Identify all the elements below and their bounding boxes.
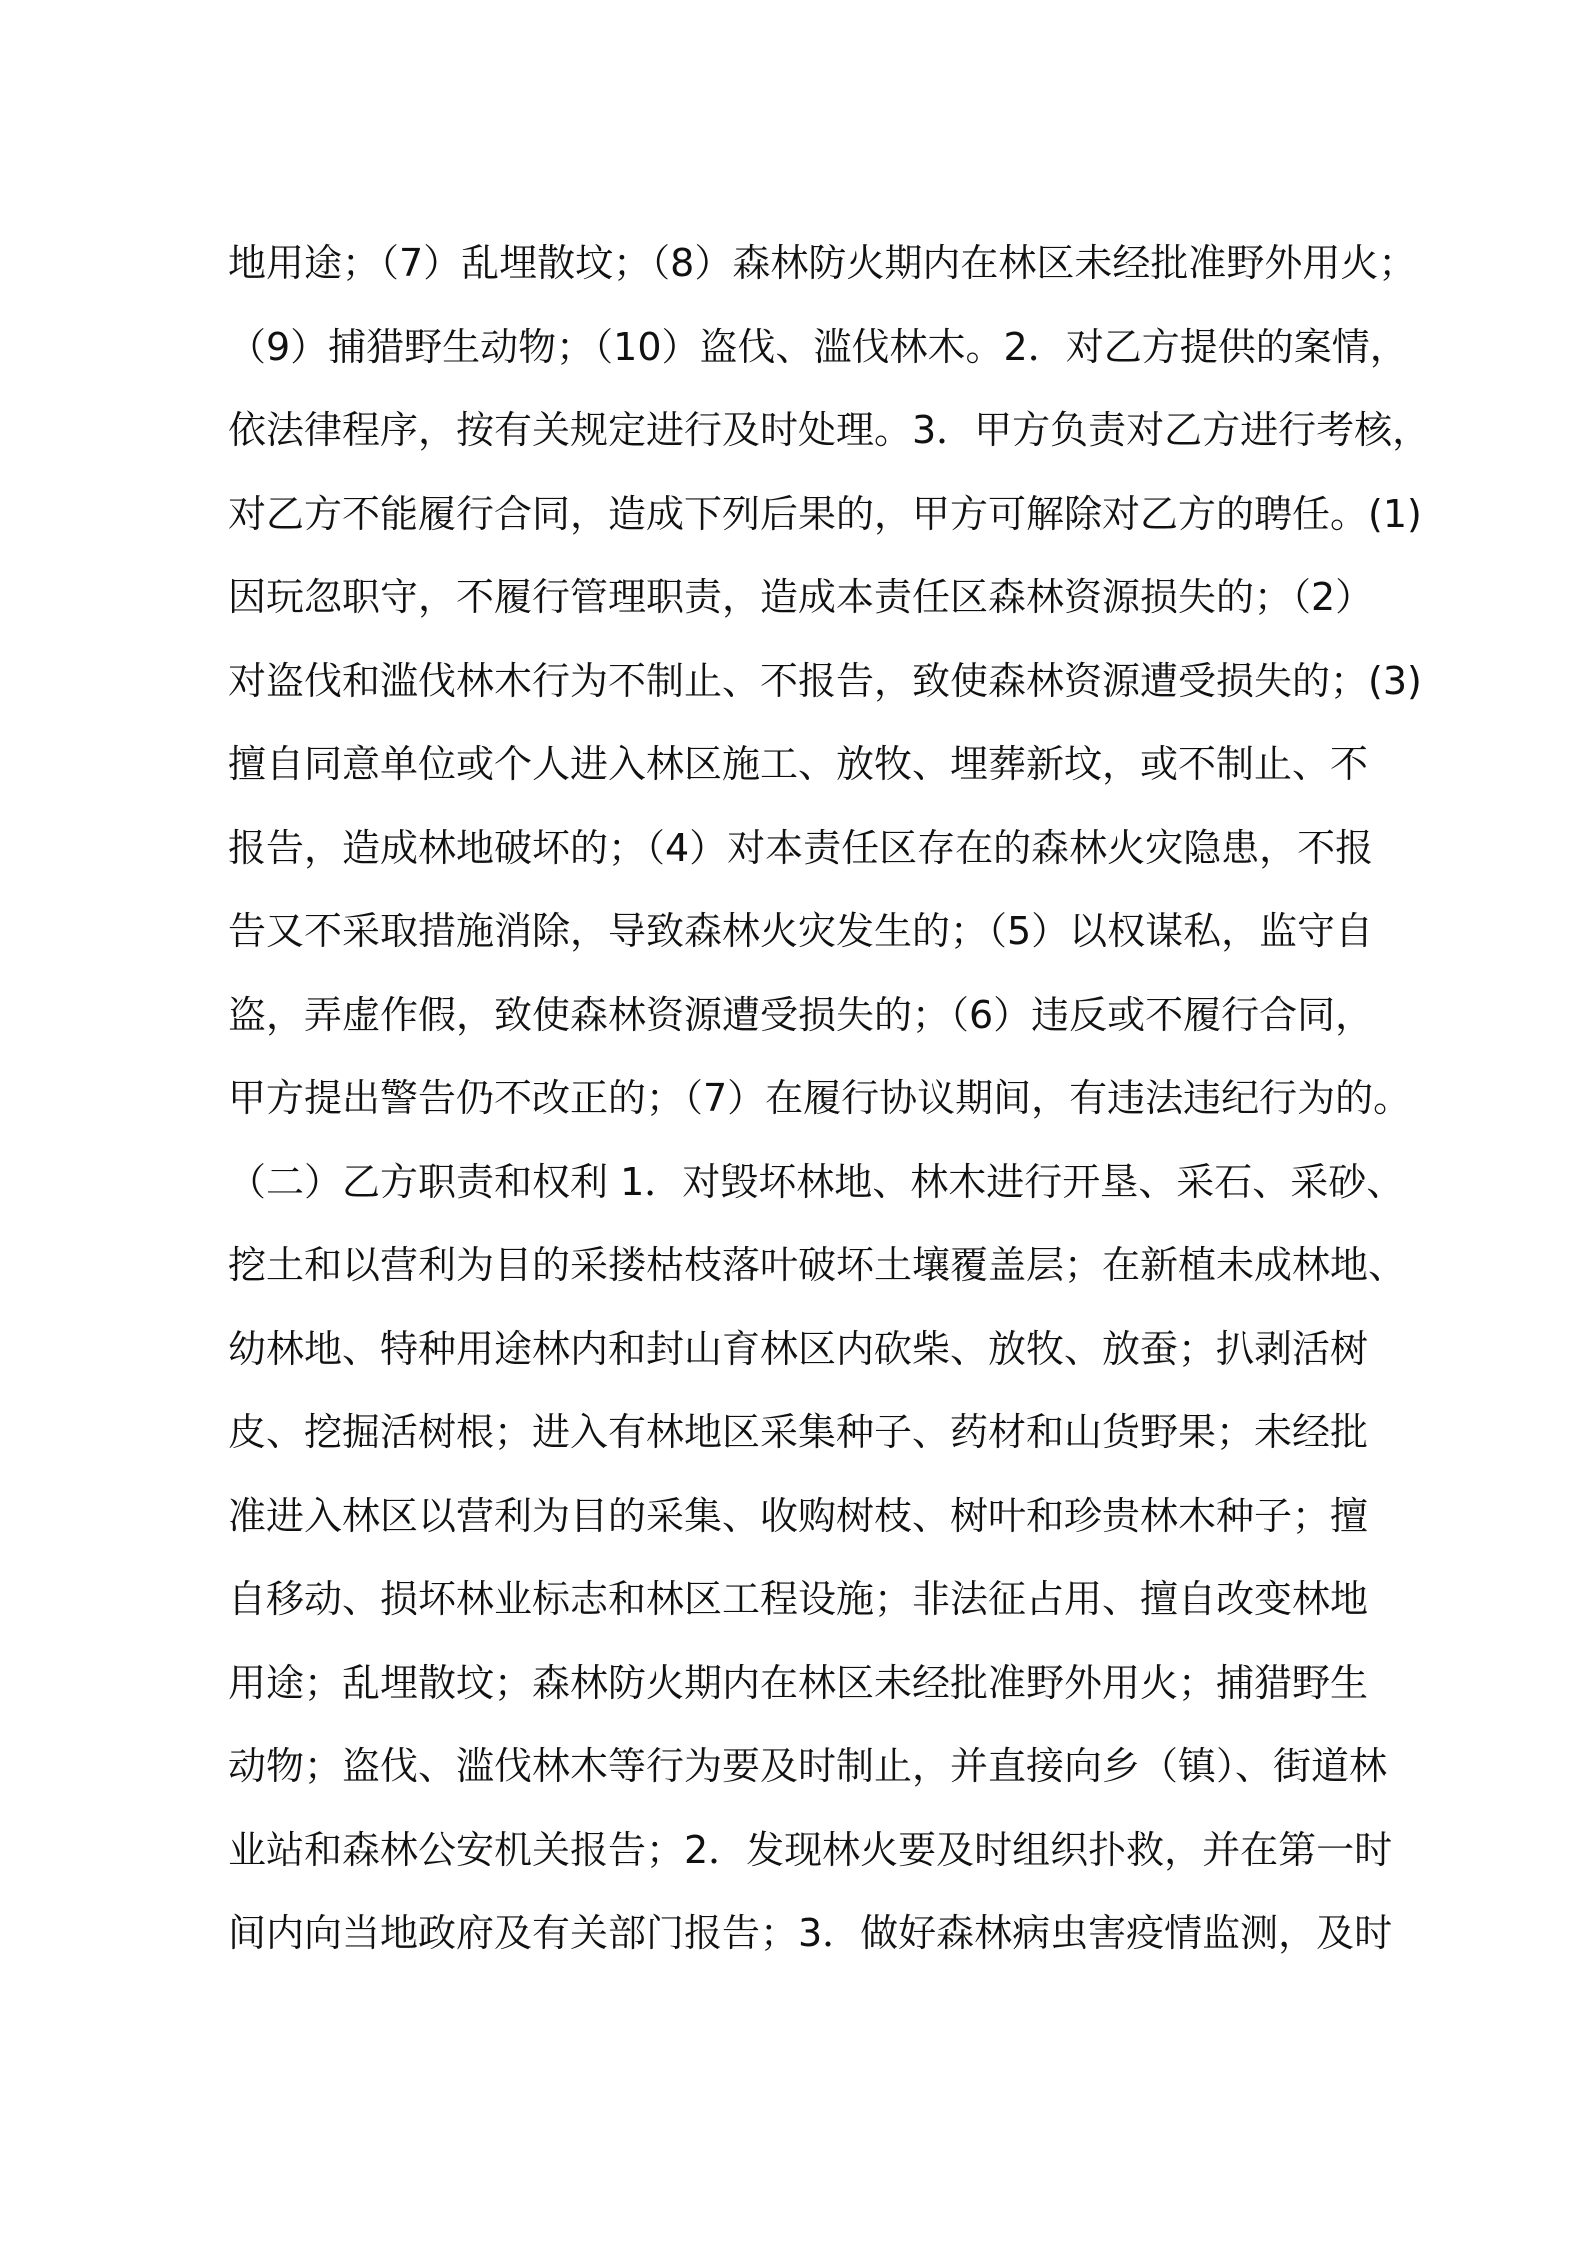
text-line-19: 动物；盗伐、滥伐林木等行为要及时制止，并直接向乡（镇）、街道林 [228, 1744, 1388, 1788]
text-line-11: 甲方提出警告仍不改正的；（7）在履行协议期间，有违法违纪行为的。 [228, 1076, 1412, 1120]
body-text [228, 228, 1431, 1982]
text-line-20: 业站和森林公安机关报告；2．发现林火要及时组织扑救，并在第一时 [228, 1827, 1393, 1872]
text-line-8: 报告，造成林地破坏的；（4）对本责任区存在的森林火灾隐患，不报 [228, 825, 1374, 870]
text-line-12: （二）乙方职责和权利 1．对毁坏林地、林木进行开垦、采石、采砂、 [228, 1159, 1405, 1204]
text-line-3: 依法律程序，按有关规定进行及时处理。3．甲方负责对乙方进行考核， [228, 408, 1431, 452]
text-line-5: 因玩忽职守，不履行管理职责，造成本责任区森林资源损失的；（2） [228, 575, 1374, 619]
text-line-9: 告又不采取措施消除，导致森林火灾发生的；（5）以权谋私，监守自 [228, 909, 1374, 953]
text-line-16: 准进入林区以营利为目的采集、收购树枝、树叶和珍贵林木种子；擅 [228, 1493, 1369, 1538]
text-line-2: （9）捕猎野生动物；（10）盗伐、滥伐林木。2．对乙方提供的案情， [228, 324, 1408, 369]
text-line-18: 用途；乱埋散坟；森林防火期内在林区未经批准野外用火；捕猎野生 [228, 1660, 1369, 1705]
text-line-6: 对盗伐和滥伐林木行为不制止、不报告，致使森林资源遭受损失的；(3) [228, 658, 1422, 703]
text-line-7: 擅自同意单位或个人进入林区施工、放牧、埋葬新坟，或不制止、不 [228, 742, 1369, 786]
text-line-1: 地用途；（7）乱埋散坟；（8）森林防火期内在林区未经批准野外用火； [228, 241, 1417, 285]
text-line-4: 对乙方不能履行合同，造成下列后果的，甲方可解除对乙方的聘任。(1) [228, 491, 1422, 536]
text-line-14: 幼林地、特种用途林内和封山育林区内砍柴、放牧、放蚕；扒剥活树 [228, 1326, 1369, 1371]
text-line-13: 挖土和以营利为目的采搂枯枝落叶破坏土壤覆盖层；在新植未成林地、 [228, 1243, 1407, 1287]
text-line-17: 自移动、损坏林业标志和林区工程设施；非法征占用、擅自改变林地 [228, 1577, 1369, 1621]
text-line-10: 盗，弄虚作假，致使森林资源遭受损失的；（6）违反或不履行合同， [228, 992, 1374, 1037]
text-line-21: 间内向当地政府及有关部门报告；3．做好森林病虫害疫情监测，及时 [228, 1911, 1393, 1955]
text-line-15: 皮、挖掘活树根；进入有林地区采集种子、药材和山货野果；未经批 [228, 1410, 1369, 1454]
